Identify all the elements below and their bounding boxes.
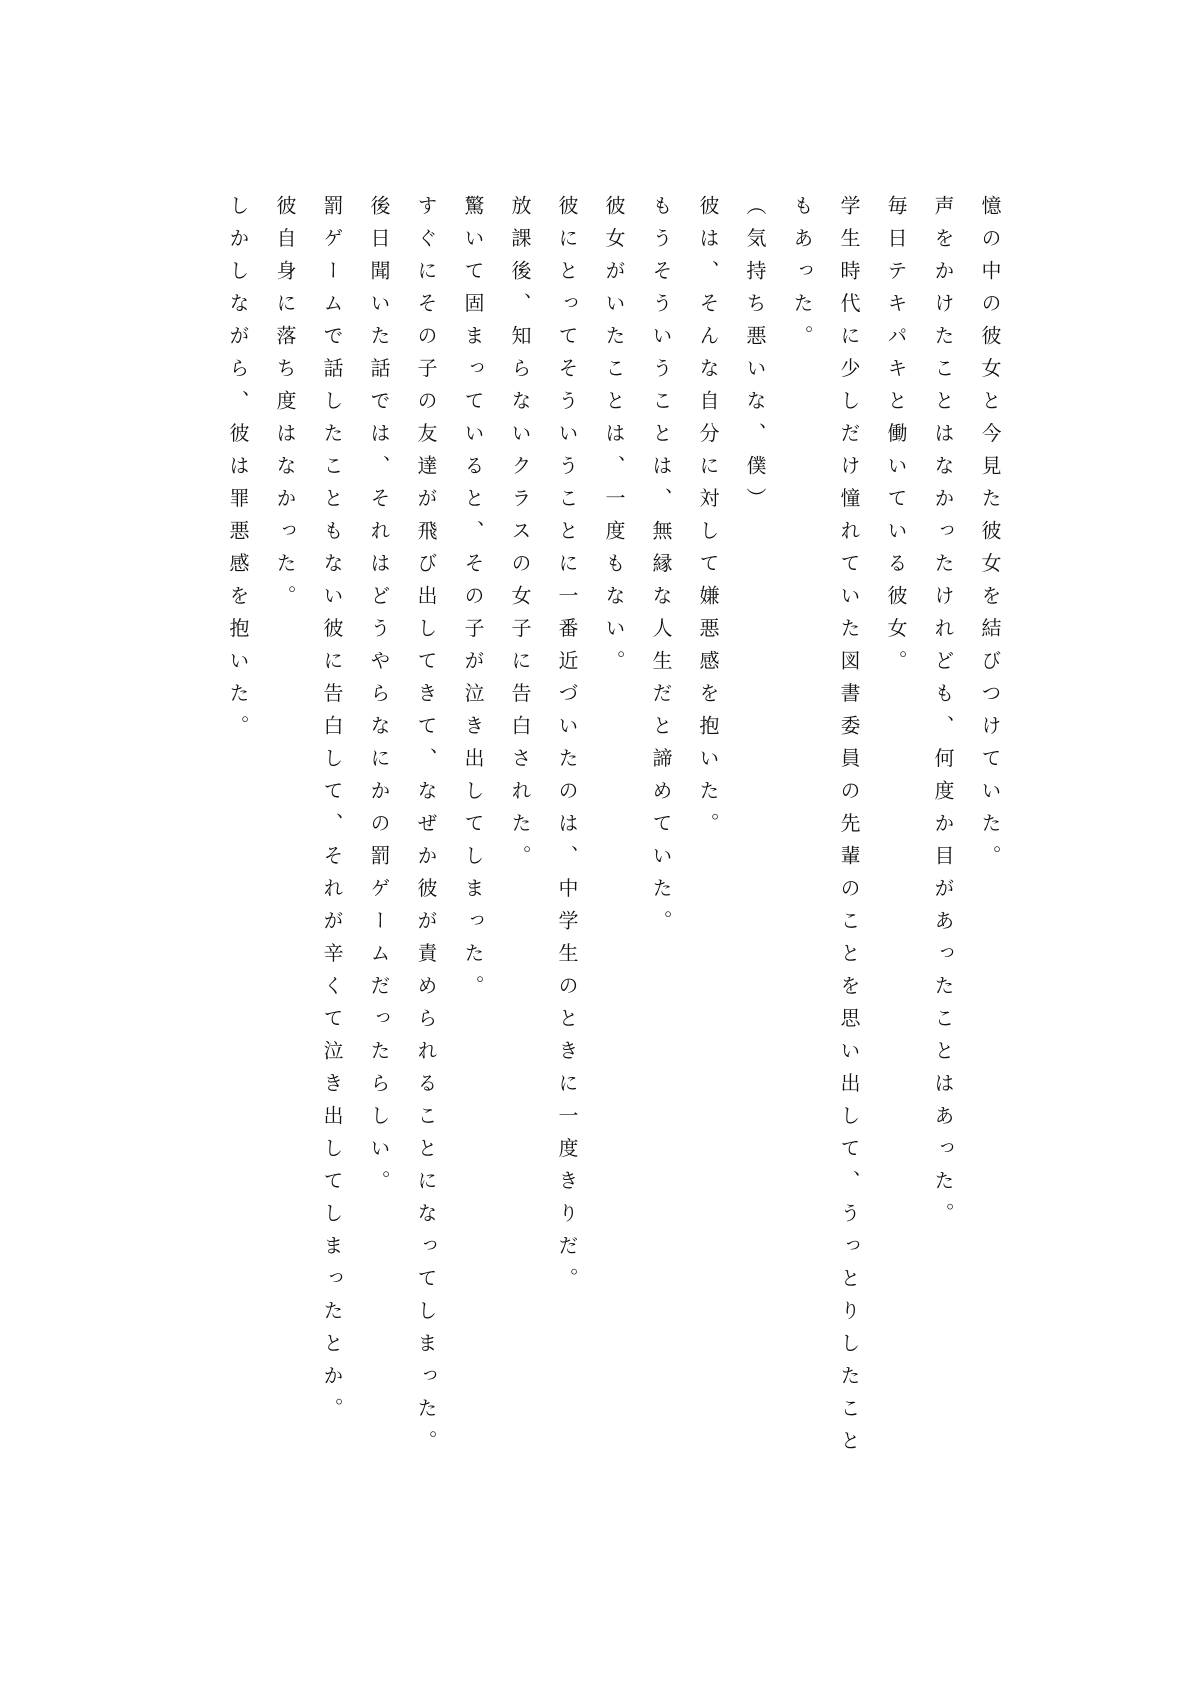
text-line: すぐにその子の友達が飛び出してきて、なぜか彼が責められることになってしまった。: [414, 195, 438, 1463]
text-line: 彼は、そんな自分に対して嫌悪感を抱いた。: [696, 195, 720, 845]
text-line: 彼にとってそういうことに一番近づいたのは、中学生のときに一度きりだ。: [555, 195, 579, 1300]
text-line: 声をかけたことはなかったけれども、何度か目があったことはあった。: [931, 195, 955, 1235]
text-line: 学生時代に少しだけ憧れていた図書委員の先輩のことを思い出して、うっとりしたこと: [837, 195, 861, 1463]
vertical-text-body: [214, 195, 1013, 1495]
text-line: 放課後、知らないクラスの女子に告白された。: [508, 195, 532, 878]
text-line: 後日聞いた話では、それはどうやらなにかの罰ゲームだったらしい。: [367, 195, 391, 1203]
text-line: しかしながら、彼は罪悪感を抱いた。: [226, 195, 250, 748]
text-line: 彼女がいたことは、一度もない。: [602, 195, 626, 683]
text-line: 憶の中の彼女と今見た彼女を結びつけていた。: [978, 195, 1002, 878]
text-line: 驚いて固まっていると、その子が泣き出してしまった。: [461, 195, 485, 1008]
text-line: 彼自身に落ち度はなかった。: [273, 195, 297, 618]
text-line: （気持ち悪いな、僕）: [743, 195, 767, 520]
text-line: もあった。: [790, 195, 814, 358]
text-line: 毎日テキパキと働いている彼女。: [884, 195, 908, 683]
text-line: もうそういうことは、無縁な人生だと諦めていた。: [649, 195, 673, 943]
text-line: 罰ゲームで話したこともない彼に告白して、それが辛くて泣き出してしまったとか。: [320, 195, 344, 1430]
